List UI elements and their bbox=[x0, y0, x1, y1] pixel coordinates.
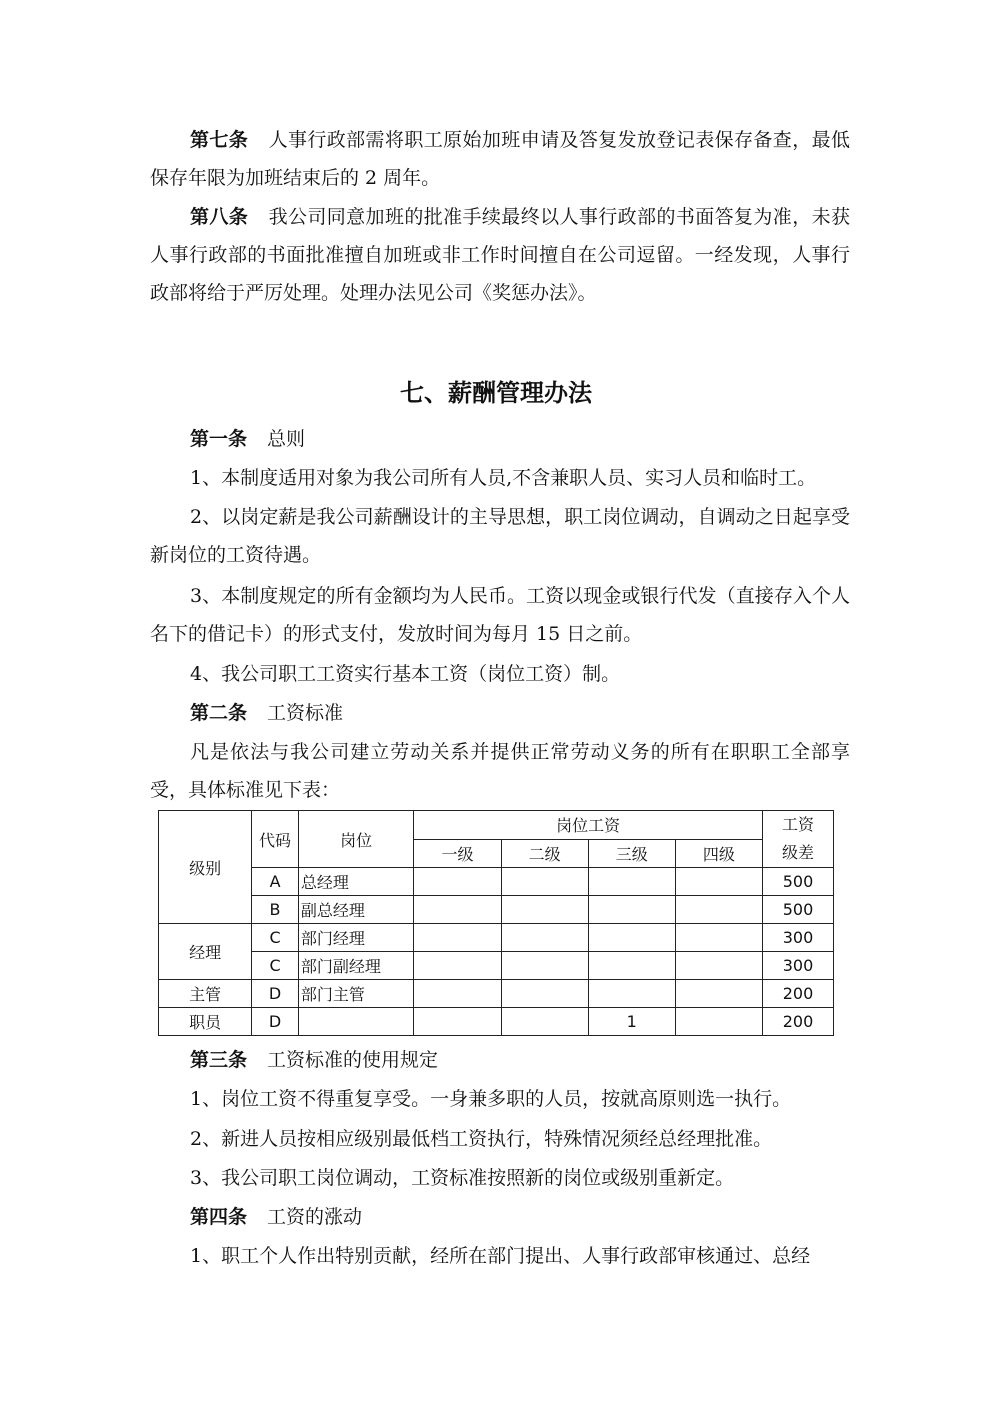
cell-position bbox=[298, 1008, 414, 1036]
cell-position: 部门副经理 bbox=[298, 952, 414, 980]
article-1-item-2: 2、以岗定薪是我公司薪酬设计的主导思想，职工岗位调动，自调动之日起享受新岗位的工资待遇。 bbox=[150, 506, 850, 566]
cell-wage-diff: 300 bbox=[763, 924, 834, 952]
group-staff: 职员 bbox=[159, 1008, 252, 1036]
cell-grade-2 bbox=[501, 1008, 588, 1036]
cell-grade-3 bbox=[588, 924, 675, 952]
article-8-label: 第八条 bbox=[190, 206, 249, 228]
group-supervisor: 主管 bbox=[159, 980, 252, 1008]
cell-grade-3 bbox=[588, 952, 675, 980]
cell-wage-diff: 300 bbox=[763, 952, 834, 980]
cell-grade-4 bbox=[675, 896, 762, 924]
header-grade-1: 一级 bbox=[414, 839, 501, 868]
article-2-heading bbox=[150, 694, 850, 732]
article-3-title: 工资标准的使用规定 bbox=[267, 1049, 439, 1071]
header-wage-diff-line1: 工资 bbox=[781, 815, 814, 834]
header-grade-3: 三级 bbox=[588, 839, 675, 868]
table-row bbox=[159, 980, 834, 1008]
cell-position: 总经理 bbox=[298, 868, 414, 896]
cell-grade-4 bbox=[675, 980, 762, 1008]
article-2-title: 工资标准 bbox=[267, 702, 344, 724]
group-manager: 经理 bbox=[159, 924, 252, 980]
article-1-item-4: 4、我公司职工工资实行基本工资（岗位工资）制。 bbox=[190, 663, 621, 685]
cell-grade-2 bbox=[501, 868, 588, 896]
table-row bbox=[159, 924, 834, 952]
article-4-title: 工资的涨动 bbox=[267, 1206, 363, 1228]
article-7-label: 第七条 bbox=[190, 129, 249, 151]
article-1-title: 总则 bbox=[267, 428, 306, 450]
table-header-row bbox=[159, 811, 834, 840]
header-level: 级别 bbox=[159, 811, 252, 924]
article-4-heading bbox=[150, 1198, 850, 1236]
header-post-wage: 岗位工资 bbox=[414, 811, 763, 840]
cell-grade-2 bbox=[501, 924, 588, 952]
cell-wage-diff: 200 bbox=[763, 980, 834, 1008]
cell-grade-4 bbox=[675, 952, 762, 980]
section-title: 七、薪酬管理办法 bbox=[400, 379, 592, 407]
cell-grade-1 bbox=[414, 980, 501, 1008]
cell-code: D bbox=[252, 980, 299, 1008]
cell-position: 副总经理 bbox=[298, 896, 414, 924]
cell-position: 部门经理 bbox=[298, 924, 414, 952]
article-1-label: 第一条 bbox=[190, 428, 248, 450]
article-4-item-1: 1、职工个人作出特别贡献，经所在部门提出、人事行政部审核通过、总经 bbox=[190, 1245, 811, 1267]
cell-wage-diff: 500 bbox=[763, 868, 834, 896]
article-7-text: 人事行政部需将职工原始加班申请及答复发放登记表保存备查，最低保存年限为加班结束后的 2 周年。 bbox=[150, 129, 850, 189]
cell-code: C bbox=[252, 952, 299, 980]
article-1-item-1: 1、本制度适用对象为我公司所有人员,不含兼职人员、实习人员和临时工。 bbox=[190, 467, 817, 489]
article-3-item-3: 3、我公司职工岗位调动，工资标准按照新的岗位或级别重新定。 bbox=[190, 1167, 735, 1189]
article-3-label: 第三条 bbox=[190, 1049, 248, 1071]
cell-wage-diff: 200 bbox=[763, 1008, 834, 1036]
cell-grade-1 bbox=[414, 896, 501, 924]
article-8-text: 我公司同意加班的批准手续最终以人事行政部的书面答复为准，未获人事行政部的书面批准擅自加班或非工作时间擅自在公司逗留。一经发现，人事行政部将给于严厉处理。处理办法见公司《奖惩办法》。 bbox=[150, 206, 850, 304]
article-8-paragraph bbox=[150, 198, 850, 312]
header-code: 代码 bbox=[252, 811, 299, 868]
cell-grade-2 bbox=[501, 980, 588, 1008]
article-1-item-3: 3、本制度规定的所有金额均为人民币。工资以现金或银行代发（直接存入个人名下的借记卡）的形式支付，发放时间为每月 15 日之前。 bbox=[150, 585, 850, 645]
article-3-heading bbox=[150, 1041, 850, 1079]
cell-wage-diff: 500 bbox=[763, 896, 834, 924]
cell-grade-4 bbox=[675, 868, 762, 896]
header-grade-4: 四级 bbox=[675, 839, 762, 868]
cell-grade-1 bbox=[414, 1008, 501, 1036]
header-wage-diff-line2: 级差 bbox=[781, 843, 814, 862]
article-3-item-2: 2、新进人员按相应级别最低档工资执行，特殊情况须经总经理批准。 bbox=[190, 1128, 773, 1150]
article-4-label: 第四条 bbox=[190, 1206, 248, 1228]
article-3-item-1: 1、岗位工资不得重复享受。一身兼多职的人员，按就高原则选一执行。 bbox=[190, 1088, 792, 1110]
cell-grade-3 bbox=[588, 980, 675, 1008]
cell-code: B bbox=[252, 896, 299, 924]
cell-code: A bbox=[252, 868, 299, 896]
article-2-intro: 凡是依法与我公司建立劳动关系并提供正常劳动义务的所有在职职工全部享受，具体标准见下表： bbox=[150, 741, 850, 801]
table-row bbox=[159, 868, 834, 896]
cell-grade-2 bbox=[501, 952, 588, 980]
header-grade-2: 二级 bbox=[501, 839, 588, 868]
cell-position: 部门主管 bbox=[298, 980, 414, 1008]
cell-grade-1 bbox=[414, 868, 501, 896]
cell-grade-4 bbox=[675, 924, 762, 952]
table-row bbox=[159, 1008, 834, 1036]
table-row bbox=[159, 952, 834, 980]
cell-grade-4 bbox=[675, 1008, 762, 1036]
article-1-heading bbox=[150, 420, 850, 458]
article-2-label: 第二条 bbox=[190, 702, 248, 724]
wage-standard-table bbox=[158, 810, 834, 1036]
article-7-paragraph bbox=[150, 121, 850, 197]
cell-grade-1 bbox=[414, 952, 501, 980]
header-wage-diff bbox=[763, 811, 834, 868]
table-row bbox=[159, 896, 834, 924]
cell-grade-3 bbox=[588, 868, 675, 896]
cell-grade-3: 1 bbox=[588, 1008, 675, 1036]
cell-code: D bbox=[252, 1008, 299, 1036]
header-position: 岗位 bbox=[298, 811, 414, 868]
cell-grade-2 bbox=[501, 896, 588, 924]
cell-code: C bbox=[252, 924, 299, 952]
cell-grade-1 bbox=[414, 924, 501, 952]
cell-grade-3 bbox=[588, 896, 675, 924]
